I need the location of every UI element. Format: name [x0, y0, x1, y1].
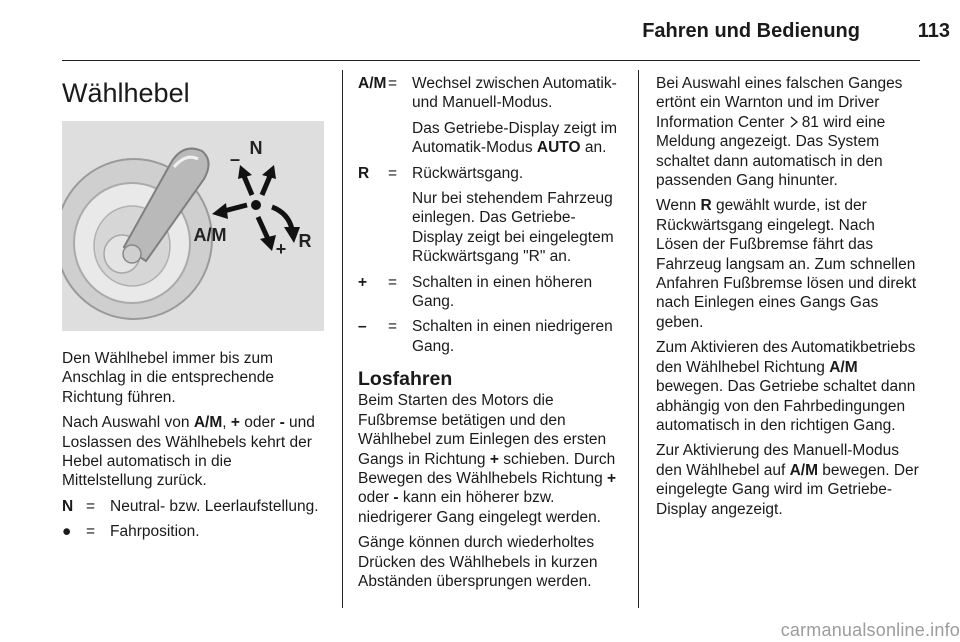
paragraph-skip-gears: Gänge können durch wiederholtes Drücken des Wählhebels in kurzen Abständen übersprungen werden. [358, 534, 598, 590]
column-divider-1 [342, 70, 343, 608]
page-number: 113 [917, 20, 950, 42]
label-r: R [298, 231, 312, 251]
section-title: Fahren und Bedienung [642, 20, 860, 42]
gear-lever-illustration [62, 121, 324, 331]
definition-drive: ● = Fahrposition. [62, 523, 200, 541]
watermark: carmanualsonline.info [780, 620, 960, 640]
page-reference[interactable]: 81 [801, 113, 819, 131]
definition-am: A/M = Wechsel zwischen Automatik- und Manuell-Modus. [358, 75, 617, 112]
column-divider-2 [638, 70, 639, 608]
label-n: N [249, 138, 263, 158]
reference-arrow-icon [789, 114, 799, 126]
paragraph-starting: Beim Starten des Motors die Fußbremse betätigen und den Wählhebel zum Einlegen des ersten Gangs in Richtung + schieben. Durch Bewegen des Wählhebels Richtung + oder - kann ein höherer bzw. niedrigerer Gang eingelegt werden. [358, 392, 617, 526]
paragraph-lever-return: Nach Auswahl von A/M, + oder - und Loslassen des Wählhebels kehrt der Hebel automatisch in die Mittelstellung zurück. [62, 414, 315, 490]
column-2 [358, 74, 624, 597]
label-am: A/M [193, 225, 227, 245]
paragraph-manual: Zur Aktivierung des Manuell-Modus den Wählhebel auf A/M bewegen. Der eingelegte Gang wird im Getriebe-Display angezeigt. [656, 442, 919, 518]
definition-plus: + = Schalten in einen höheren Gang. [358, 273, 593, 311]
heading-losfahren: Losfahren [358, 368, 453, 391]
header-rule [62, 60, 920, 61]
page-header [0, 0, 960, 62]
paragraph-automatic: Zum Aktivieren des Automatikbetriebs den Wählhebel Richtung A/M bewegen. Das Getriebe schaltet dann abhängig von den Fahrbedingungen automatisch in den richtigen Gang. [656, 339, 916, 434]
label-minus: – [229, 149, 241, 169]
paragraph-reverse: Wenn R gewählt wurde, ist der Rückwärtsgang eingelegt. Nach Lösen der Fußbremse fährt das Fahrzeug langsam an. Zum schnellen Anfahren Fußbremse lösen und direkt nach Einlegen eines Gangs Gas geben. [656, 197, 917, 331]
column-1 [62, 70, 324, 548]
definition-r: R = Rückwärtsgang. [358, 164, 524, 182]
heading-waehlhebel: Wählhebel [62, 78, 190, 108]
paragraph-lever-stop: Den Wählhebel immer bis zum Anschlag in die entsprechende Richtung führen. [62, 350, 274, 406]
note-am: Das Getriebe-Display zeigt im Automatik-Modus AUTO an. [412, 119, 618, 157]
definition-minus: – = Schalten in einen niedrigeren Gang. [358, 318, 613, 355]
paragraph-wrong-gear: Bei Auswahl eines falschen Ganges ertönt ein Warnton und im Driver Information Center 81 wird eine Meldung angezeigt. Das System schaltet dann automatisch in den passenden Gang hinunter. [656, 75, 903, 190]
gear-lever-figure [62, 121, 324, 331]
label-plus: + [275, 239, 287, 259]
definition-n: N = Neutral- bzw. Leerlaufstellung. [62, 497, 319, 515]
note-r: Nur bei stehendem Fahrzeug einlegen. Das Getriebe-Display zeigt bei eingelegtem Rückwärtsgang "R" an. [412, 190, 614, 266]
column-3 [656, 74, 920, 525]
